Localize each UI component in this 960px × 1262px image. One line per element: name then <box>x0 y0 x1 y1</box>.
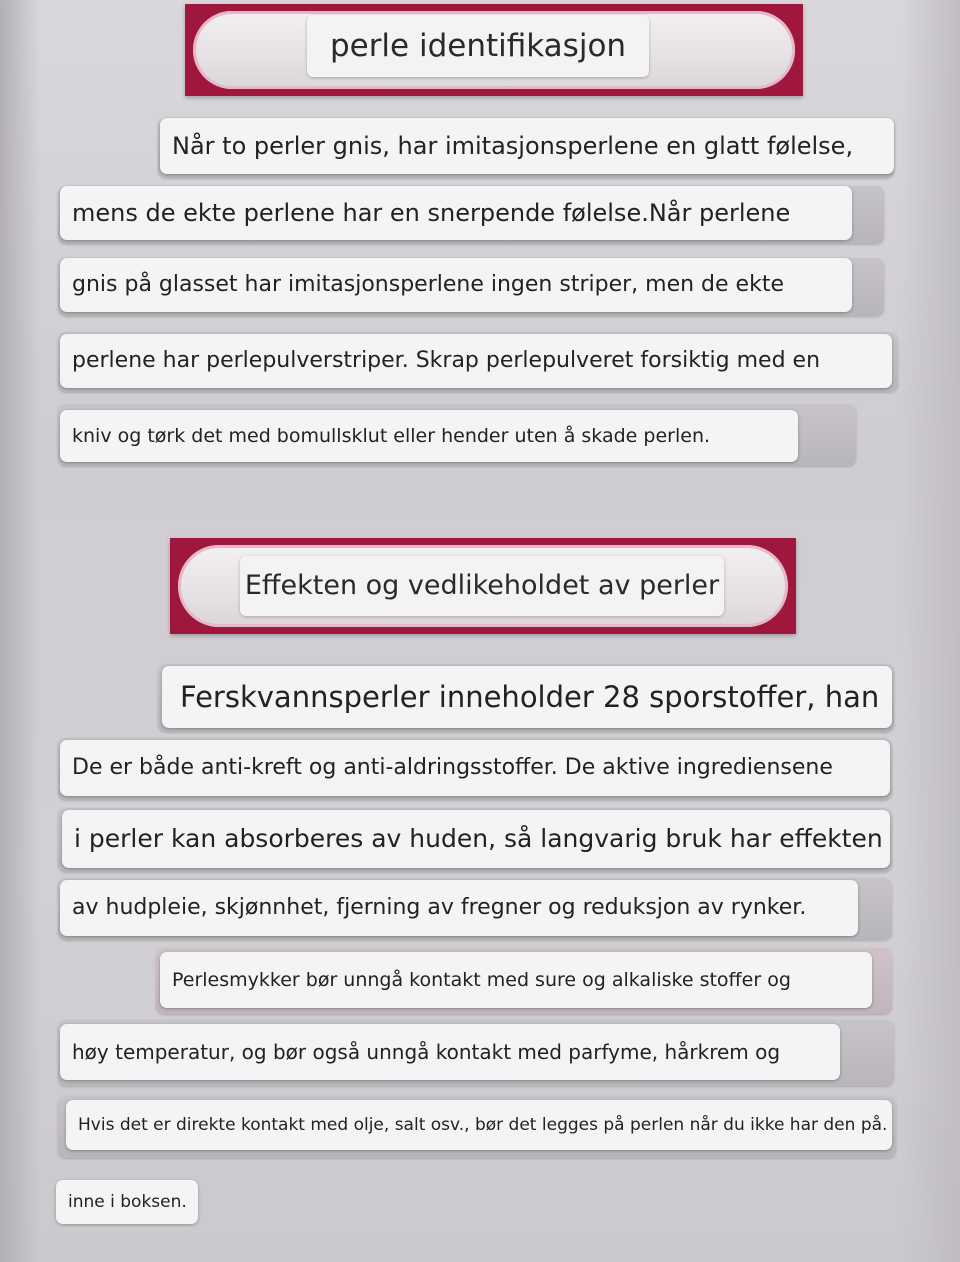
text-line: mens de ekte perlene har en snerpende følelse.Når perlene <box>60 186 852 240</box>
section-heading-care: Effekten og vedlikeholdet av perler <box>240 556 724 616</box>
text-line: kniv og tørk det med bomullsklut eller hender uten å skade perlen. <box>60 410 798 462</box>
text-line: Når to perler gnis, har imitasjonsperlene en glatt følelse, <box>160 118 894 174</box>
text-line: i perler kan absorberes av huden, så langvarig bruk har effekten <box>62 810 890 868</box>
text-line: gnis på glasset har imitasjonsperlene ingen striper, men de ekte <box>60 258 852 312</box>
text-line: av hudpleie, skjønnhet, fjerning av fregner og reduksjon av rynker. <box>60 880 858 936</box>
text-line: perlene har perlepulverstriper. Skrap perlepulveret forsiktig med en <box>60 334 892 388</box>
section-heading-identification: perle identifikasjon <box>307 15 649 77</box>
section-heading-banner-care <box>170 538 796 634</box>
page-shadow-right <box>900 0 960 1262</box>
page-shadow-left <box>0 0 40 1262</box>
text-line: De er både anti-kreft og anti-aldringsstoffer. De aktive ingrediensene <box>60 740 890 796</box>
text-line: høy temperatur, og bør også unngå kontakt med parfyme, hårkrem og <box>60 1024 840 1080</box>
text-line: Hvis det er direkte kontakt med olje, salt osv., bør det legges på perlen når du ikke har den på. <box>66 1100 892 1150</box>
text-line: inne i boksen. <box>56 1180 198 1224</box>
section-heading-banner-identification <box>185 4 803 96</box>
text-line: Ferskvannsperler inneholder 28 sporstoffer, han <box>162 666 892 728</box>
text-line: Perlesmykker bør unngå kontakt med sure og alkaliske stoffer og <box>160 952 872 1008</box>
